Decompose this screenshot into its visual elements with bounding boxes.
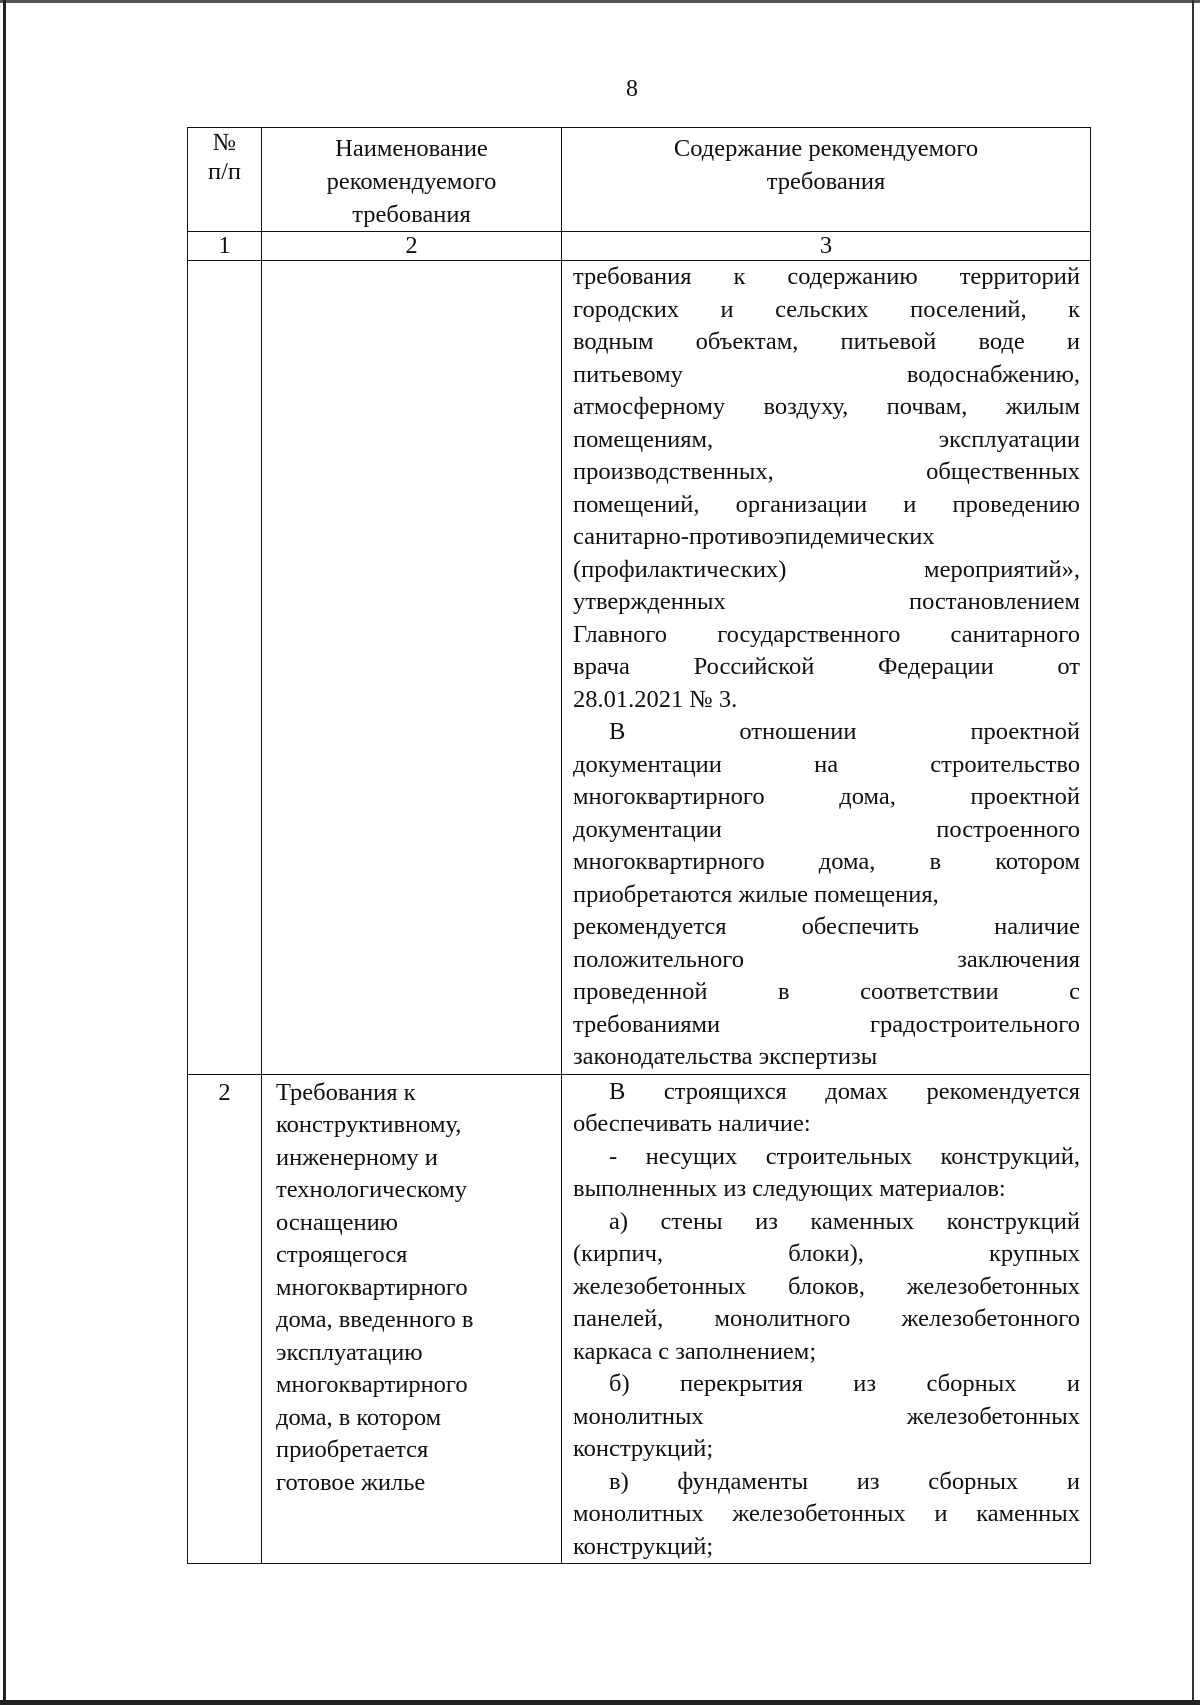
- content-line: (кирпич, блоки), крупных: [573, 1240, 1080, 1267]
- content-line: обеспечивать наличие:: [573, 1110, 811, 1137]
- content-line: б) перекрытия из сборных и: [609, 1370, 1080, 1397]
- header-name-line: требования: [352, 201, 471, 228]
- content-line: В отношении проектной: [609, 718, 1080, 745]
- column-number: 3: [562, 232, 1091, 261]
- table-row: [188, 261, 1091, 1075]
- header-content: [562, 128, 1091, 232]
- header-number-line: №: [212, 129, 237, 156]
- content-line: (профилактических) мероприятий»,: [573, 555, 1080, 583]
- content-line: многоквартирного дома, в котором: [573, 848, 1080, 875]
- scan-edge-top: [0, 0, 1200, 3]
- scan-edge-left: [3, 0, 6, 1705]
- table-header-row: [188, 128, 1091, 232]
- header-name-line: Наименование: [335, 135, 488, 162]
- content-line: 28.01.2021 № 3.: [573, 685, 738, 713]
- header-content-line: требования: [766, 168, 886, 195]
- header-number: [188, 128, 262, 232]
- scan-edge-right: [1192, 0, 1194, 1705]
- content-line: монолитных железобетонных: [573, 1402, 1080, 1430]
- name-line: технологическому: [276, 1176, 468, 1203]
- content-line: а) стены из каменных конструкций: [609, 1207, 1080, 1235]
- name-line: многоквартирного: [276, 1273, 468, 1301]
- column-numbers-row: [188, 232, 1091, 261]
- content-line: водным объектам, питьевой воде и: [573, 328, 1080, 355]
- content-line: документации на строительство: [573, 750, 1080, 778]
- content-line: панелей, монолитного железобетонного: [573, 1305, 1080, 1332]
- row-number: 2: [188, 1074, 262, 1564]
- name-line: инженерному и: [276, 1143, 438, 1171]
- content-line: конструкций;: [573, 1532, 714, 1560]
- name-line: приобретается: [276, 1436, 429, 1463]
- content-line: Главного государственного санитарного: [573, 620, 1080, 648]
- row-content: [562, 261, 1091, 1075]
- column-number: 1: [188, 232, 262, 261]
- content-line: атмосферному воздуху, почвам, жилым: [573, 393, 1080, 420]
- content-line: санитарно-противоэпидемических: [573, 523, 935, 550]
- row-content: [562, 1074, 1091, 1564]
- row-name: [262, 261, 562, 1075]
- name-line: многоквартирного: [276, 1371, 468, 1398]
- header-name: [262, 128, 562, 232]
- content-line: В строящихся домах рекомендуется: [609, 1077, 1080, 1105]
- name-line: дома, введенного в: [276, 1306, 474, 1333]
- name-line: готовое жилье: [276, 1468, 426, 1496]
- name-line: конструктивному,: [276, 1111, 462, 1138]
- content-line: помещениям, эксплуатации: [573, 425, 1080, 453]
- content-line: врача Российской Федерации от: [573, 653, 1080, 680]
- name-line: оснащению: [276, 1208, 398, 1236]
- name-line: эксплуатацию: [276, 1338, 423, 1366]
- content-line: положительного заключения: [573, 945, 1080, 973]
- name-line: строящегося: [276, 1241, 408, 1268]
- row-number: [188, 261, 262, 1075]
- content-line: многоквартирного дома, проектной: [573, 783, 1080, 810]
- content-line: - несущих строительных конструкций,: [609, 1142, 1080, 1170]
- content-line: помещений, организации и проведению: [573, 490, 1080, 518]
- scan-edge-bottom: [0, 1700, 1200, 1705]
- content-line: рекомендуется обеспечить наличие: [573, 913, 1080, 940]
- content-line: монолитных железобетонных и каменных: [573, 1500, 1080, 1527]
- content-line: конструкций;: [573, 1435, 714, 1462]
- name-line: дома, в котором: [276, 1403, 442, 1431]
- header-number-line: п/п: [207, 158, 242, 185]
- content-line: требования к содержанию территорий: [573, 263, 1080, 290]
- content-line: питьевому водоснабжению,: [573, 360, 1080, 388]
- content-line: проведенной в соответствии с: [573, 978, 1080, 1005]
- content-line: производственных, общественных: [573, 458, 1080, 485]
- header-content-line: Содержание рекомендуемого: [673, 135, 979, 162]
- content-line: каркаса с заполнением;: [573, 1337, 817, 1365]
- content-line: законодательства экспертизы: [573, 1043, 878, 1070]
- requirements-table: [187, 127, 1091, 1564]
- name-line: Требования к: [276, 1078, 416, 1106]
- content-line: утвержденных постановлением: [573, 588, 1080, 615]
- column-number: 2: [262, 232, 562, 261]
- content-line: документации построенного: [573, 815, 1080, 843]
- content-line: требованиями градостроительного: [573, 1010, 1080, 1038]
- content-line: городских и сельских поселений, к: [573, 295, 1080, 323]
- table-row: [188, 1074, 1091, 1564]
- page-number: 8: [626, 76, 638, 102]
- header-name-line: рекомендуемого: [326, 168, 497, 195]
- content-line: выполненных из следующих материалов:: [573, 1175, 1006, 1202]
- content-line: железобетонных блоков, железобетонных: [573, 1272, 1080, 1300]
- content-line: приобретаются жилые помещения,: [573, 880, 939, 908]
- content-line: в) фундаменты из сборных и: [609, 1467, 1080, 1495]
- row-name: [262, 1074, 562, 1564]
